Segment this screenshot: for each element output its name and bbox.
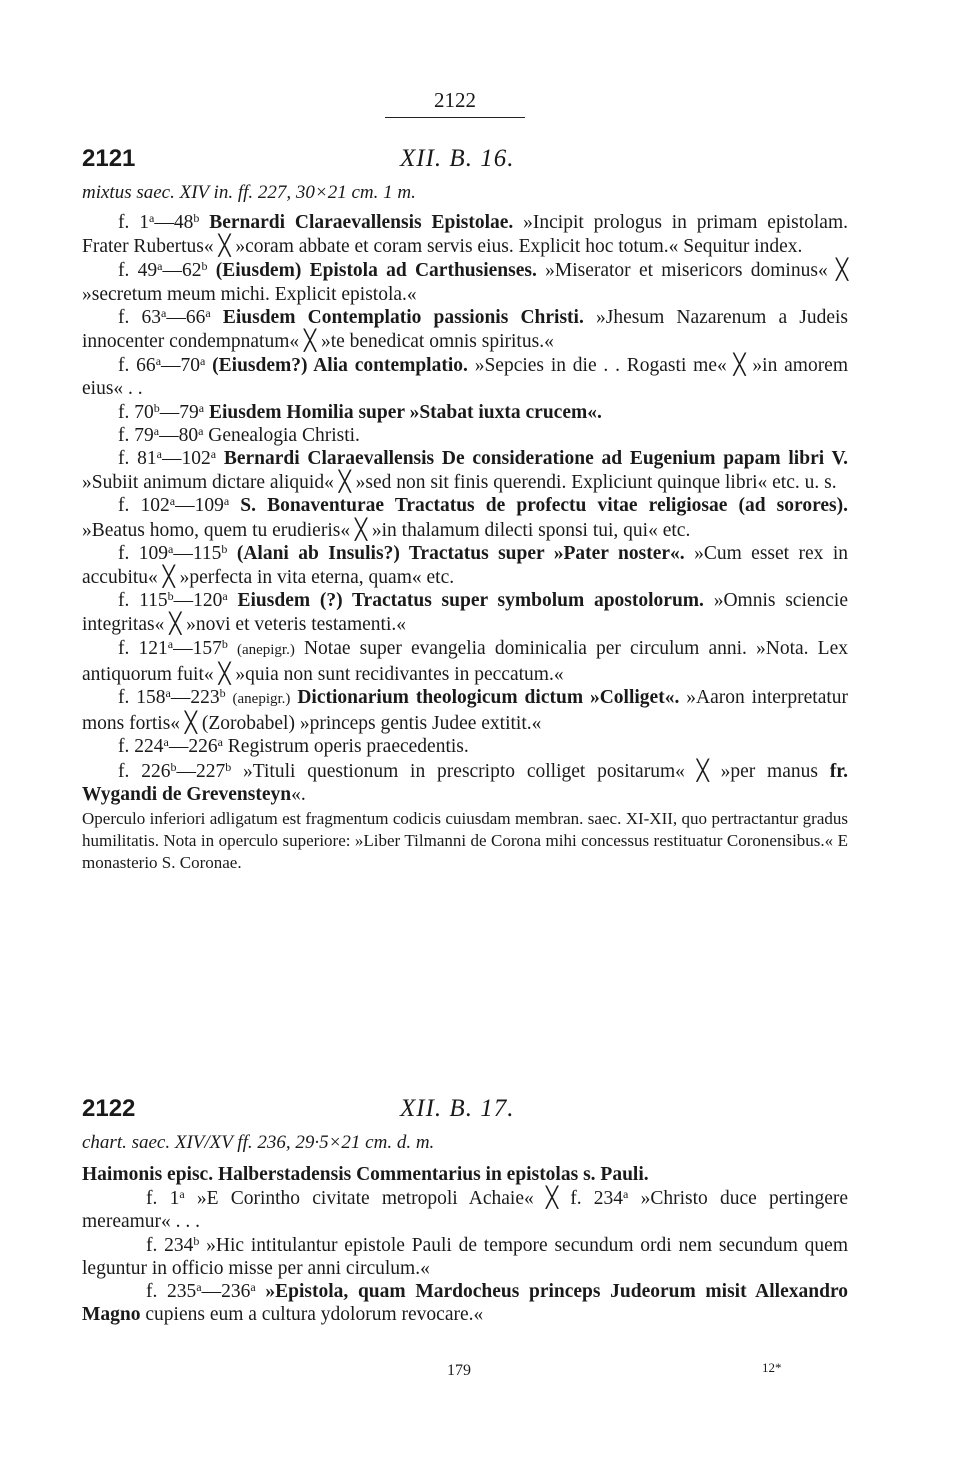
content-item: f. 115$^b$—120$^a$ Eiusdem (?) Tractatus super symbolum apostolorum. »Omnis sciencie integritas« ╳ »novi et veteris testamenti.« <box>82 589 848 636</box>
content-item: f. 226$^b$—227$^b$ »Tituli questionum in prescripto colliget positarum« ╳ »per manus fr. Wygandi de Grevensteyn«. <box>82 757 849 805</box>
content-item: f. 102$^a$—109$^a$ S. Bonaventurae Tractatus de profectu vitae religiosae (ad sorores). »Beatus homo, quem tu erudieris« ╳ »in thalamum dilecti sponsi tui, qui« etc. <box>82 494 848 541</box>
entry-header <box>82 1095 848 1129</box>
entry-2122 <box>82 1095 848 1326</box>
content-item: f. 109$^a$—115$^b$ (Alani ab Insulis?) Tractatus super »Pater noster«. »Cum esset rex in accubitu« ╳ »perfecta in vita eterna, quam« etc. <box>82 541 848 589</box>
content-item: f. 1$^a$—48$^b$ Bernardi Claraevallensis Epistolae. »Incipit prologus in primam epistolam. Frater Rubertus« ╳ »coram abbate et coram servis eius. Explicit hoc totum.« Sequitur index. <box>82 211 849 258</box>
content-item: f. 66$^a$—70$^a$ (Eiusdem?) Alia contemplatio. »Sepcies in die . . Rogasti me« ╳ »in amorem eius« . . <box>82 352 849 400</box>
running-head <box>385 88 525 118</box>
contents-list <box>82 211 848 806</box>
page-number: 179 <box>447 1362 471 1379</box>
physical-description: mixtus saec. XIV in. ff. 227, 30×21 cm. 1 m. <box>82 182 416 203</box>
content-title: Haimonis episc. Halberstadensis Commentarius in epistolas s. Pauli. <box>82 1164 649 1185</box>
running-head-rule <box>385 117 525 118</box>
content-item: f. 224$^a$—226$^a$ Registrum operis praecedentis. <box>118 735 469 758</box>
running-head-number: 2122 <box>434 88 476 112</box>
shelfmark: XII. B. 17. <box>400 1095 515 1122</box>
shelfmark: XII. B. 16. <box>400 145 515 172</box>
content-item: f. 1$^a$ »E Corintho civitate metropoli Achaie« ╳ f. 234$^a$ »Christo duce pertingere mereamur« . . . <box>82 1185 849 1233</box>
content-item: f. 121$^a$—157$^b$ (anepigr.) Notae super evangelia dominicalia per circulum anni. »Nota. Lex antiquorum fuit« ╳ »quia non sunt recidivantes in peccatum.« <box>82 636 848 685</box>
content-item: f. 63$^a$—66$^a$ Eiusdem Contemplatio passionis Christi. »Jhesum Nazarenum a Judeis innocenter condempnatum« ╳ »te benedicat omnis spiritus.« <box>82 305 849 353</box>
binding-note: Operculo inferiori adligatum est fragmentum codicis cuiusdam membran. saec. XI-XII, quo pertractantur gradus humilitatis. Nota in operculo superiore: »Liber Tilmanni de Corona mihi concessus restituatur Coronensibus.« E monasterio S. Coronae. <box>82 809 848 872</box>
entry-number: 2122 <box>82 1095 136 1122</box>
content-item: f. 234$^b$ »Hic intitulantur epistole Pauli de tempore secundum ordi nem secundum quem leguntur in officio misse per anni circulum.« <box>82 1233 849 1279</box>
contents-list <box>82 1163 848 1326</box>
physical-description: chart. saec. XIV/XV ff. 236, 29·5×21 cm. d. m. <box>82 1132 435 1153</box>
content-item: f. 79$^a$—80$^a$ Genealogia Christi. <box>118 423 360 446</box>
entry-2121 <box>82 145 848 873</box>
content-item: f. 49$^a$—62$^b$ (Eiusdem) Epistola ad Carthusienses. »Miserator et misericors dominus« ╳ »secretum meum michi. Explicit epistola.« <box>82 257 848 305</box>
content-item: f. 81$^a$—102$^a$ Bernardi Claraevallensis De consideratione ad Eugenium papam libri V. »Subiit animum dictare aliquid« ╳ »sed non sit finis querendi. Expliciunt quinque libri« etc. u. s. <box>82 447 848 494</box>
signature-mark: 12* <box>762 1360 782 1375</box>
entry-header <box>82 145 848 179</box>
content-item: f. 158$^a$—223$^b$ (anepigr.) Dictionarium theologicum dictum »Colliget«. »Aaron interpretatur mons fortis« ╳ (Zorobabel) »princeps gentis Judee extitit.« <box>82 686 849 735</box>
content-item: f. 70$^b$—79$^a$ Eiusdem Homilia super »Stabat iuxta crucem«. <box>118 400 602 423</box>
content-item: f. 235$^a$—236$^a$ »Epistola, quam Mardocheus princeps Judeorum misit Allexandro Magno cupiens eum a cultura ydolorum revocare.« <box>82 1280 849 1326</box>
entry-number: 2121 <box>82 145 136 172</box>
